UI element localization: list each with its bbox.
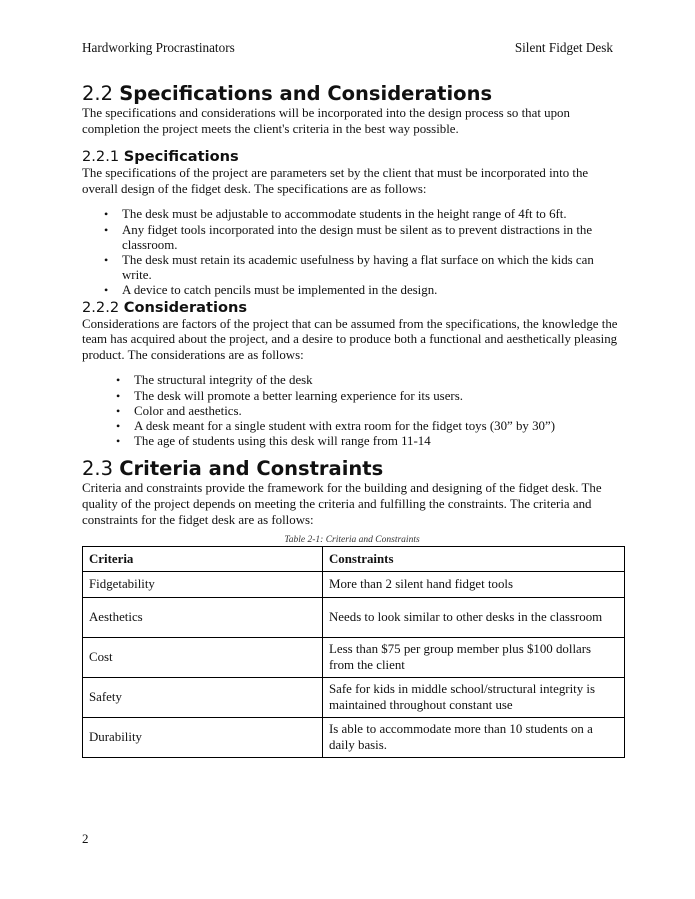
page-number: 2 — [82, 831, 89, 846]
heading-title: Considerations — [123, 298, 248, 316]
constraint-cell: Needs to look similar to other desks in the classroom — [323, 598, 625, 638]
list-item: • The desk must be adjustable to accommodate students in the height range of 4ft to 6ft. — [82, 207, 622, 222]
table-row — [83, 572, 625, 598]
heading-2-3 — [82, 457, 622, 481]
table-row — [83, 638, 625, 678]
criteria-cell: Fidgetability — [83, 572, 323, 598]
criteria-cell: Aesthetics — [83, 598, 323, 638]
heading-title: Specifications — [123, 148, 239, 166]
specifications-list — [82, 207, 622, 298]
heading-number: 2.2 — [82, 82, 114, 105]
list-item: • Any fidget tools incorporated into the design must be silent as to prevent distractions in the classroom. — [82, 223, 622, 253]
heading-2-2-1 — [82, 148, 622, 166]
list-item: • The desk must retain its academic usefulness by having a flat surface on which the kids can write. — [82, 253, 622, 283]
list-item: • Color and aesthetics. — [82, 404, 622, 419]
heading-number: 2.3 — [82, 457, 114, 481]
section-2-2-2-intro: Considerations are factors of the project that can be assumed from the specifications, the knowledge the team has acquired about the project, and a desire to produce both a functional and aesthetically pleasing product. The considerations are as follows: — [82, 316, 618, 362]
table-caption: Table 2-1: Criteria and Constraints — [284, 535, 420, 546]
table-row — [83, 678, 625, 718]
column-header-criteria: Criteria — [83, 547, 323, 572]
criteria-cell: Cost — [83, 638, 323, 678]
table-row — [83, 718, 625, 758]
considerations-list — [82, 373, 622, 449]
list-item: • The structural integrity of the desk — [82, 373, 622, 388]
criteria-constraints-table — [82, 546, 625, 758]
heading-2-2 — [82, 82, 622, 106]
heading-title: Criteria and Constraints — [119, 457, 384, 481]
list-item: • A device to catch pencils must be implemented in the design. — [82, 283, 622, 298]
constraint-cell: Less than $75 per group member plus $100 dollars from the client — [323, 638, 625, 678]
list-item: • The desk will promote a better learning experience for its users. — [82, 389, 622, 404]
header-team-name: Hardworking Procrastinators — [82, 40, 235, 55]
document-body — [82, 82, 622, 758]
heading-number: 2.2.1 — [82, 148, 120, 166]
constraint-cell: Safe for kids in middle school/structural integrity is maintained throughout constant use — [323, 678, 625, 718]
criteria-cell: Durability — [83, 718, 323, 758]
table-header-row — [83, 547, 625, 572]
section-2-2-1-intro: The specifications of the project are parameters set by the client that must be incorporated into the overall design of the fidget desk. The specifications are as follows: — [82, 166, 589, 196]
heading-2-2-2 — [82, 299, 622, 317]
list-item: • A desk meant for a single student with extra room for the fidget toys (30” by 30”) — [82, 419, 622, 434]
constraint-cell: Is able to accommodate more than 10 students on a daily basis. — [323, 718, 625, 758]
section-2-2-intro: The specifications and considerations will be incorporated into the design process so that upon completion the project meets the client's criteria in the best way possible. — [82, 106, 570, 136]
constraint-cell: More than 2 silent hand fidget tools — [323, 572, 625, 598]
heading-title: Specifications and Considerations — [119, 82, 493, 105]
section-2-3-intro: Criteria and constraints provide the framework for the building and designing of the fidget desk. The quality of the project depends on meeting the criteria and fulfilling the constraints. The criteria and constraints for the fidget desk are as follows: — [82, 481, 602, 527]
column-header-constraints: Constraints — [323, 547, 625, 572]
criteria-cell: Safety — [83, 678, 323, 718]
list-item: • The age of students using this desk will range from 11-14 — [82, 434, 622, 449]
header-project-name: Silent Fidget Desk — [514, 40, 613, 55]
heading-number: 2.2.2 — [82, 298, 120, 316]
table-row — [83, 598, 625, 638]
